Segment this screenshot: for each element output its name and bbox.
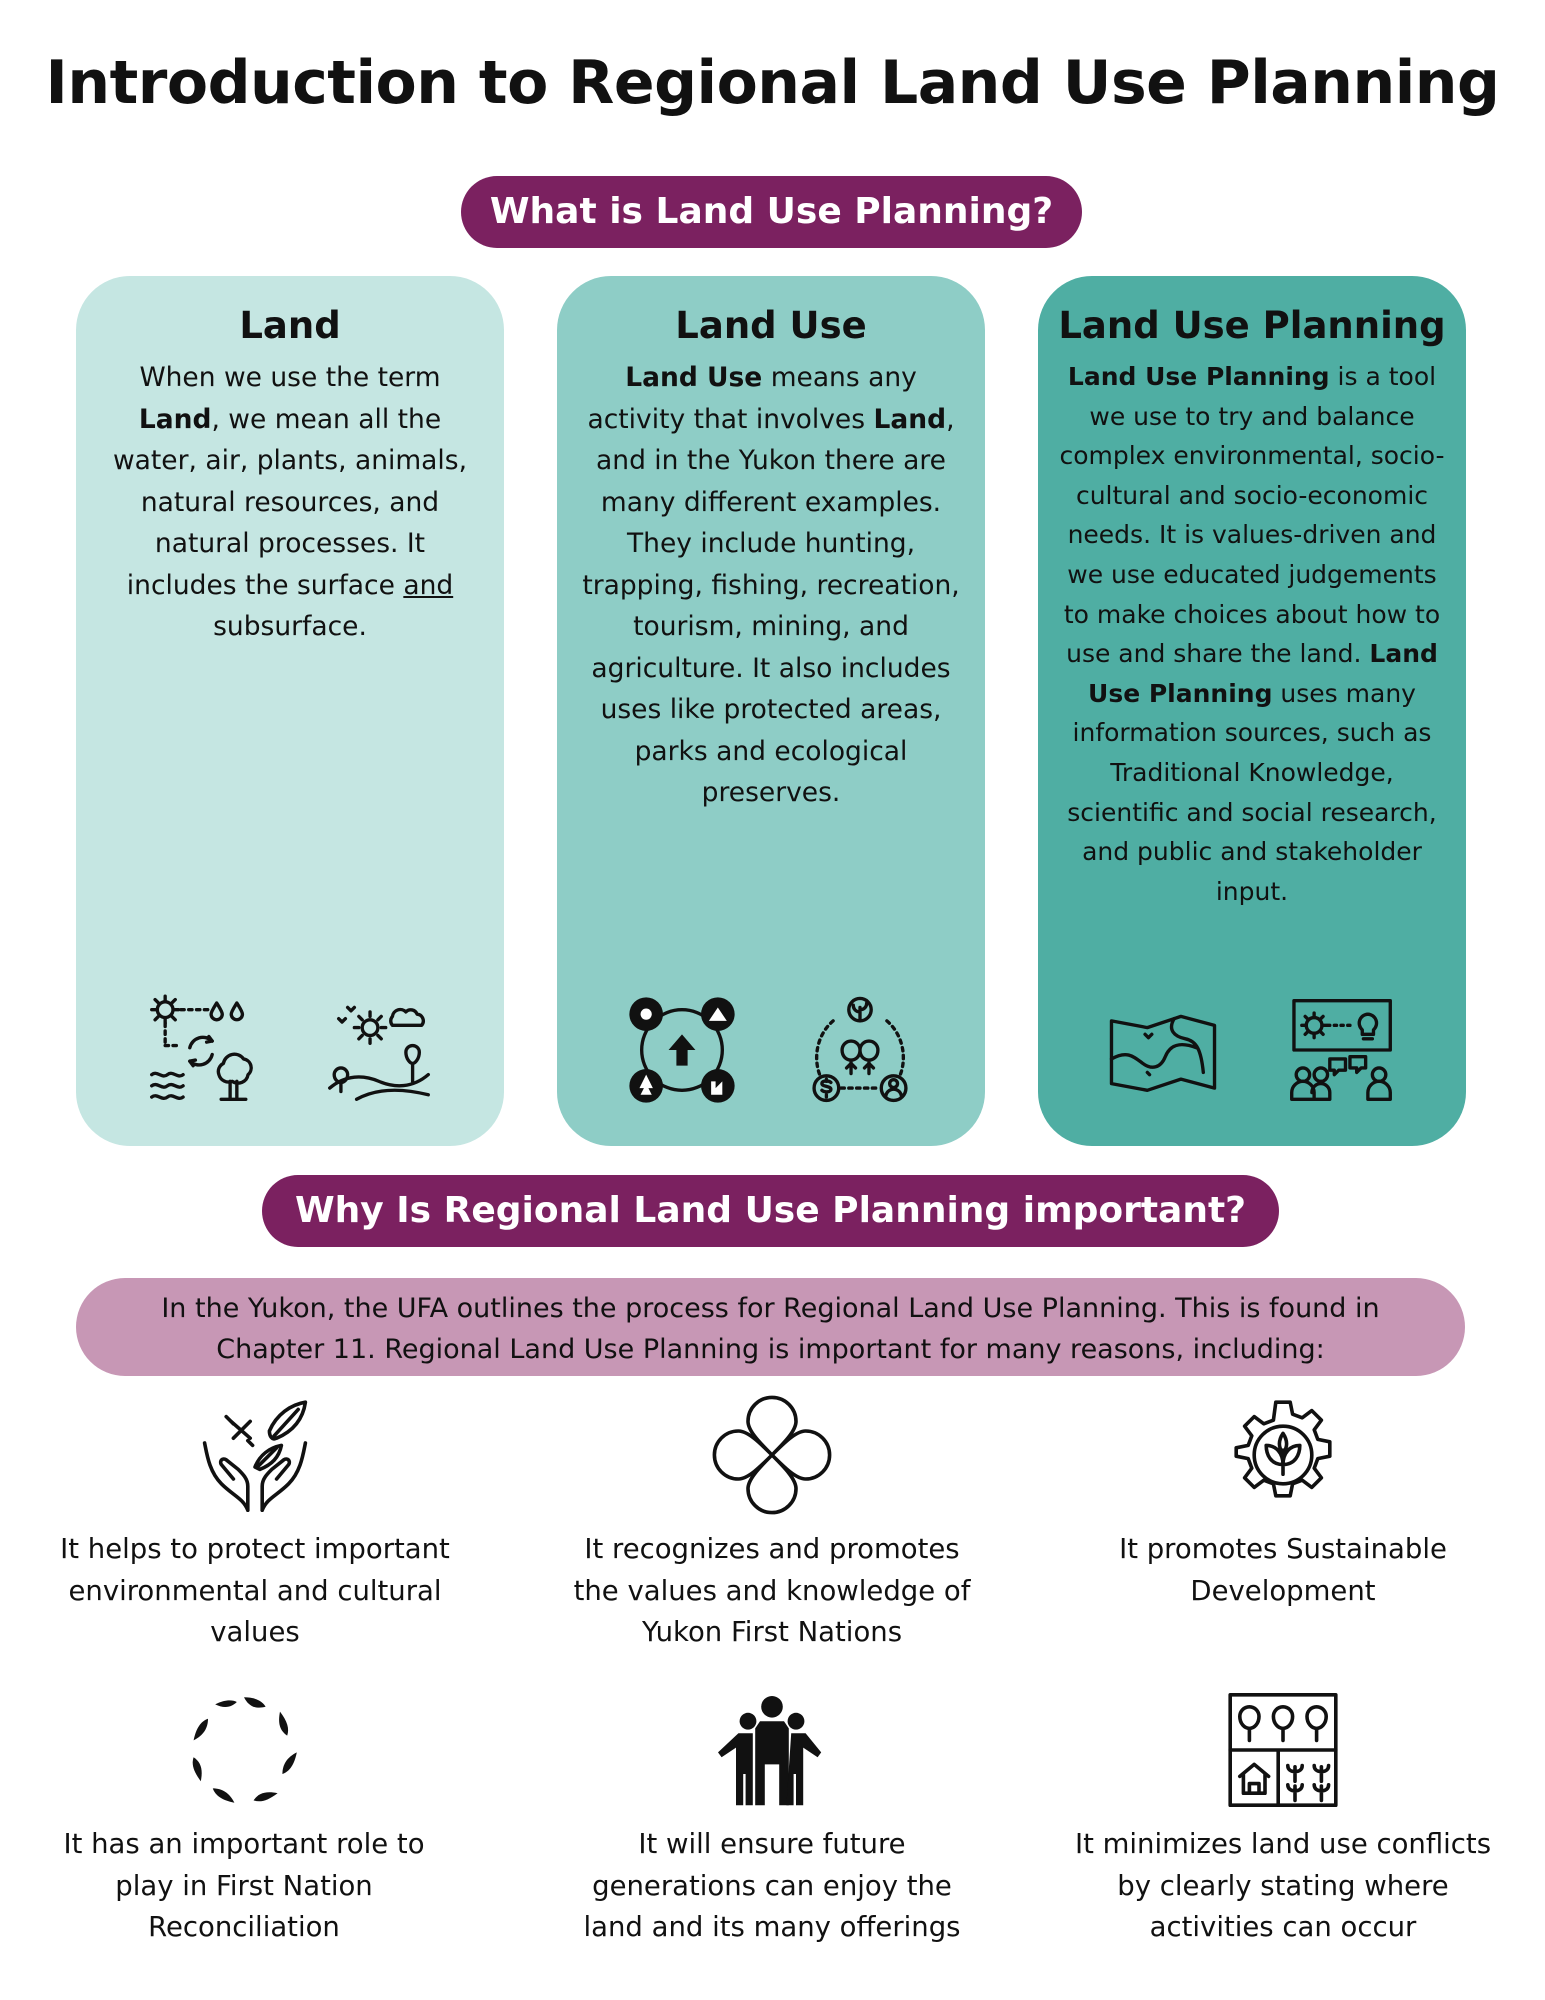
text: is a tool we use to try and balance complex environmental, socio-cultural and socio-economic needs. It is values-driven and we use educated judgements to make choices about how to use and share the land. — [1059, 362, 1445, 669]
reason-text: It has an important role to play in First Nation Reconciliation — [63, 1828, 425, 1943]
family-group-icon — [712, 1690, 832, 1810]
text: , we mean all the water, air, plants, animals, natural resources, and natural processes. It includes the surface — [113, 403, 467, 601]
card-body — [577, 357, 965, 814]
reason-item — [1073, 1690, 1493, 1949]
map-icon — [1107, 994, 1219, 1106]
card-land — [76, 276, 504, 1146]
card-icons — [557, 994, 985, 1106]
reason-text: It promotes Sustainable Development — [1119, 1533, 1447, 1607]
reason-text: It minimizes land use conflicts by clearly stating where activities can occur — [1074, 1828, 1492, 1943]
bold-term: Land Use Planning — [1088, 639, 1438, 708]
reason-text: It helps to protect important environmental and cultural values — [60, 1533, 450, 1648]
intro-banner: In the Yukon, the UFA outlines the process for Regional Land Use Planning. This is found in Chapter 11. Regional Land Use Planning is important for many reasons, including: — [76, 1278, 1465, 1376]
zoning-grid-icon — [1223, 1690, 1343, 1810]
reason-text: It will ensure future generations can enjoy the land and its many offerings — [583, 1828, 961, 1943]
card-land-use-planning — [1038, 276, 1466, 1146]
text: means any activity that involves — [587, 362, 917, 435]
text: uses many information sources, such as Traditional Knowledge, scientific and social research, and public and stakeholder input. — [1067, 678, 1437, 906]
reason-text: It recognizes and promotes the values and knowledge of Yukon First Nations — [573, 1533, 971, 1648]
nature-cycle-icon — [145, 994, 257, 1106]
text: subsurface. — [213, 611, 367, 642]
card-body — [96, 357, 484, 648]
bold-term: Land Use — [625, 362, 763, 393]
bold-term: Land Use Planning — [1067, 362, 1330, 391]
text: , and in the Yukon there are many different examples. They include hunting, trapping, fishing, recreation, tourism, mining, and agriculture. It also includes uses like protected areas, parks and ecological preserves. — [582, 403, 960, 808]
bold-term: Land — [873, 403, 947, 435]
card-body — [1058, 357, 1446, 911]
bold-term: Land — [138, 403, 212, 435]
landscape-icon — [323, 994, 435, 1106]
land-use-cycle-icon — [626, 994, 738, 1106]
reason-item — [1073, 1395, 1493, 1612]
reason-item — [562, 1690, 982, 1949]
card-title: Land Use Planning — [1058, 304, 1446, 347]
text: When we use the term — [139, 362, 441, 393]
underlined-word: and — [403, 569, 454, 601]
reason-item — [562, 1395, 982, 1654]
resource-network-icon — [804, 994, 916, 1106]
card-title: Land — [239, 304, 341, 347]
hands-holding-nature-icon — [195, 1395, 315, 1515]
section-heading-what: What is Land Use Planning? — [461, 176, 1082, 248]
reason-item — [45, 1395, 465, 1654]
leaf-circle-icon — [184, 1690, 304, 1810]
card-land-use — [557, 276, 985, 1146]
section-heading-why: Why Is Regional Land Use Planning important? — [262, 1175, 1279, 1247]
planning-board-icon — [1285, 994, 1397, 1106]
gear-leaf-icon — [1223, 1395, 1343, 1515]
card-title: Land Use — [675, 304, 867, 347]
card-icons — [1038, 994, 1466, 1106]
page-title: Introduction to Regional Land Use Planning — [45, 48, 1500, 118]
card-icons — [76, 994, 504, 1106]
reason-item — [34, 1690, 454, 1949]
infinity-knot-icon — [712, 1395, 832, 1515]
